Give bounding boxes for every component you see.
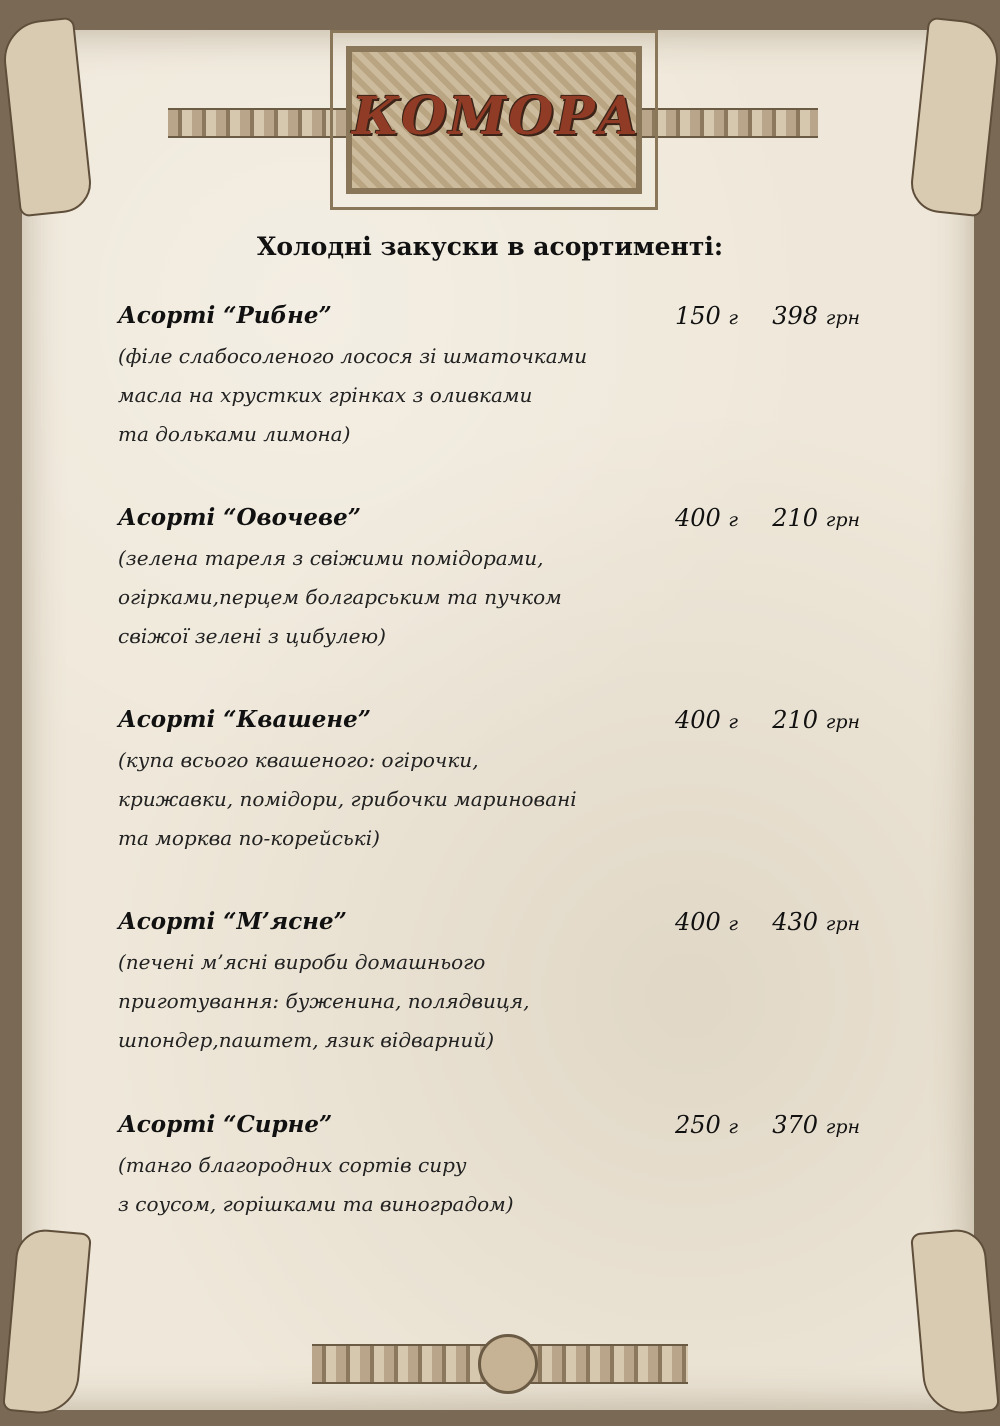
menu-item-price [754, 298, 860, 336]
menu-item-weight [648, 702, 738, 740]
logo-frame [346, 46, 642, 194]
menu-item-description [118, 943, 678, 1060]
menu-item-name: Асорті “Сирне” [118, 1111, 333, 1138]
ornament-band-right [642, 108, 818, 138]
weight-value: 150 [674, 302, 721, 330]
menu-item-price [754, 904, 860, 942]
price-unit: грн [825, 307, 860, 329]
description-line: (купа всього квашеного: огірочки, [118, 748, 479, 772]
description-line: свіжої зелені з цибулею) [118, 624, 386, 648]
price-value: 210 [772, 706, 819, 734]
description-line: (філе слабосоленого лосося зі шматочками [118, 344, 588, 368]
description-line: з соусом, горішками та виноградом) [118, 1192, 514, 1216]
weight-value: 400 [674, 504, 721, 532]
description-line: огірками,перцем болгарським та пучком [118, 585, 562, 609]
price-unit: грн [825, 913, 860, 935]
menu-item-name: Асорті “Рибне” [118, 302, 332, 329]
description-line: (зелена тареля з свіжими помідорами, [118, 546, 544, 570]
description-line: та морква по-корейські) [118, 826, 380, 850]
price-unit: грн [825, 509, 860, 531]
ornament-medallion [478, 1334, 538, 1394]
price-unit: грн [825, 1116, 860, 1138]
menu-title: Холодні закуски в асортименті: [256, 232, 724, 261]
description-line: (танго благородних сортів сиру [118, 1153, 467, 1177]
menu-item [118, 702, 878, 858]
weight-value: 400 [674, 908, 721, 936]
menu-item [118, 904, 878, 1060]
price-unit: грн [825, 711, 860, 733]
menu-item-name: Асорті “Овочеве” [118, 504, 361, 531]
description-line: та дольками лимона) [118, 422, 351, 446]
weight-unit: г [728, 509, 738, 531]
menu-item-price [754, 702, 860, 740]
weight-unit: г [728, 711, 738, 733]
menu-item-price [754, 500, 860, 538]
description-line: приготування: буженина, полядвиця, [118, 989, 530, 1013]
menu-item-description [118, 539, 678, 656]
menu-item-description [118, 1146, 678, 1224]
menu-item [118, 1107, 878, 1224]
menu-item-name: Асорті “М’ясне” [118, 908, 347, 935]
description-line: (печені м’ясні вироби домашнього [118, 950, 486, 974]
description-line: шпондер,паштет, язик відварний) [118, 1028, 495, 1052]
weight-value: 250 [674, 1111, 721, 1139]
price-value: 398 [772, 302, 819, 330]
menu-item-description [118, 337, 678, 454]
weight-unit: г [728, 913, 738, 935]
price-value: 370 [772, 1111, 819, 1139]
description-line: масла на хрустких грінках з оливками [118, 383, 533, 407]
menu-item-name: Асорті “Квашене” [118, 706, 371, 733]
menu-item-price [754, 1107, 860, 1145]
menu-item [118, 500, 878, 656]
menu-item [118, 298, 878, 454]
price-value: 210 [772, 504, 819, 532]
logo: КОМОРА [352, 86, 641, 147]
menu-item-weight [648, 500, 738, 538]
menu-item-weight [648, 298, 738, 336]
description-line: крижавки, помідори, грибочки мариновані [118, 787, 577, 811]
price-value: 430 [772, 908, 819, 936]
menu-item-description [118, 741, 678, 858]
weight-value: 400 [674, 706, 721, 734]
menu-item-weight [648, 1107, 738, 1145]
weight-unit: г [728, 307, 738, 329]
menu-item-weight [648, 904, 738, 942]
weight-unit: г [728, 1116, 738, 1138]
